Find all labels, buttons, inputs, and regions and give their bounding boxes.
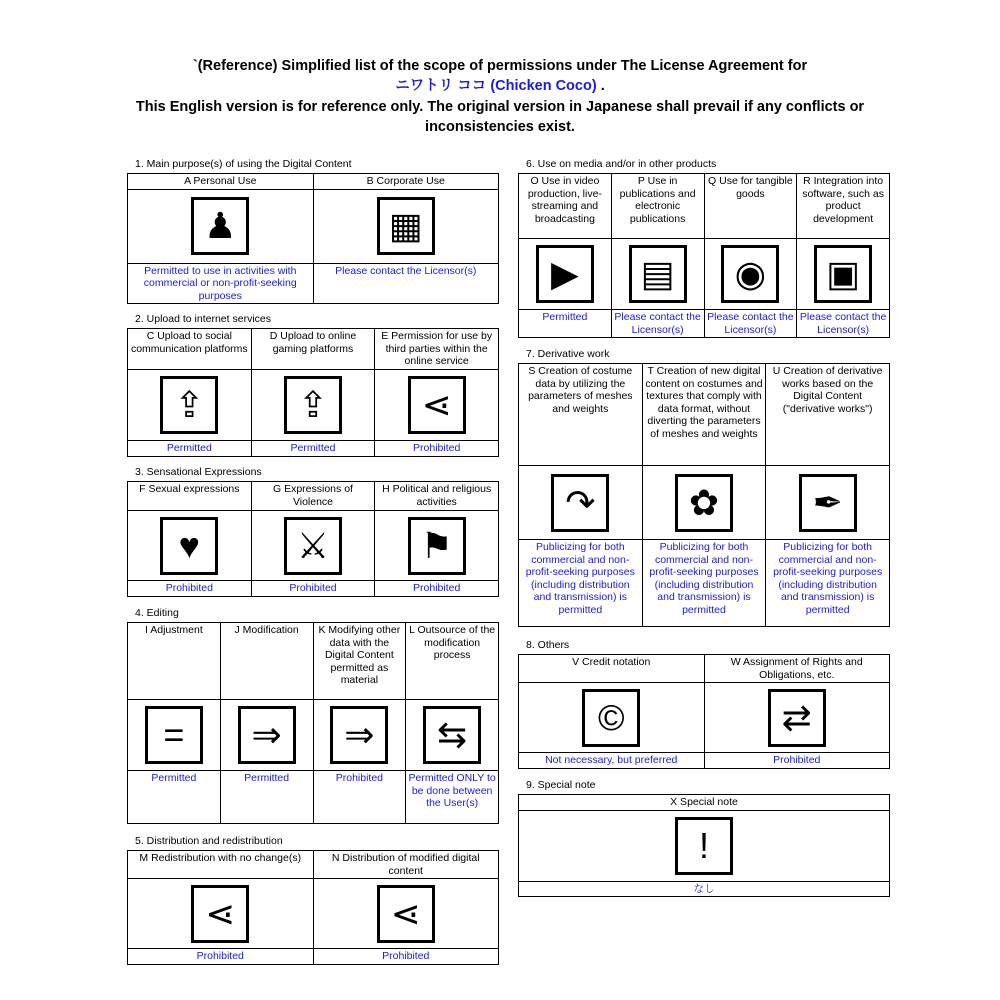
permission-status: Permitted [128,771,221,824]
hearts-icon: ♥ [160,517,218,575]
permission-status: Prohibited [375,441,499,457]
knife-icon: ⚔ [284,517,342,575]
section-title: 8. Others [526,639,570,651]
share-modified-folder-icon: ⋖ [377,885,435,943]
permissions-table [127,173,499,304]
permission-status: Permitted [519,310,612,338]
icon-cell [128,700,221,771]
permissions-table [127,622,499,824]
section-title: 5. Distribution and redistribution [135,835,283,847]
permission-status: Permitted [220,771,313,824]
permission-status: Prohibited [128,949,314,965]
section-title: 4. Editing [135,607,179,619]
item-label: Q Use for tangible goods [704,174,797,239]
permissions-table [518,363,890,627]
person-icon: ♟ [191,197,249,255]
header-line-1: `(Reference) Simplified list of the scope of permissions under The License Agreement for [192,58,808,74]
share-third-party-icon: ⋖ [408,376,466,434]
icon-cell [642,466,766,540]
permission-status: Permitted [251,441,375,457]
section-title: 6. Use on media and/or in other products [526,158,717,170]
item-label: E Permission for use by third parties within the online service [375,329,499,370]
share-folder-icon: ⋖ [191,885,249,943]
icon-cell [519,239,612,310]
permission-status: Prohibited [704,753,890,769]
permission-status: Publicizing for both commercial and non-profit-seeking purposes (including distribution and transmission) is permitted [519,540,643,627]
permissions-table [518,173,890,338]
item-label: X Special note [519,795,890,811]
icon-cell [313,879,499,949]
item-label: J Modification [220,623,313,700]
permission-status: Prohibited [375,581,499,597]
adjustment-icon: = [145,706,203,764]
item-label: K Modifying other data with the Digital Content permitted as material [313,623,406,700]
modification-icon: ⇒ [238,706,296,764]
item-label: R Integration into software, such as product development [797,174,890,239]
item-label: V Credit notation [519,655,705,683]
header-line-3: This English version is for reference only. The original version in Japanese shall prevail if any conflicts or [135,99,865,115]
item-label: F Sexual expressions [128,482,252,511]
icon-cell [251,370,375,441]
item-label: A Personal Use [128,174,314,190]
permissions-table [127,328,499,457]
item-label: G Expressions of Violence [251,482,375,511]
item-label: D Upload to online gaming platforms [251,329,375,370]
permission-status: Please contact the Licensor(s) [313,263,499,304]
item-label: I Adjustment [128,623,221,700]
permission-status: Permitted [128,441,252,457]
podium-icon: ⚑ [408,517,466,575]
upload-gaming-icon: ⇪ [284,376,342,434]
icon-cell [704,239,797,310]
icon-cell [128,511,252,581]
upload-social-icon: ⇪ [160,376,218,434]
permissions-table [518,794,890,897]
video-play-icon: ▶ [536,245,594,303]
section-title: 9. Special note [526,779,596,791]
item-label: S Creation of costume data by utilizing the parameters of meshes and weights [519,364,643,466]
item-label: W Assignment of Rights and Obligations, etc. [704,655,890,683]
permission-status: Prohibited [251,581,375,597]
icon-cell [375,511,499,581]
icon-cell [251,511,375,581]
permission-status: Publicizing for both commercial and non-profit-seeking purposes (including distribution and transmission) is permitted [642,540,766,627]
permission-status: Prohibited [128,581,252,597]
icon-cell [375,370,499,441]
permission-status: なし [519,881,890,897]
product-name: ニワトリ ココ (Chicken Coco) [395,78,597,94]
permission-status: Please contact the Licensor(s) [704,310,797,338]
icon-cell [128,189,314,263]
item-label: P Use in publications and electronic publications [611,174,704,239]
icon-cell [220,700,313,771]
item-label: H Political and religious activities [375,482,499,511]
icon-cell [519,683,705,753]
permissions-table [127,481,499,597]
permission-status: Permitted ONLY to be done between the User(s) [406,771,499,824]
modify-other-data-icon: ⇒ [330,706,388,764]
section-title: 7. Derivative work [526,348,610,360]
outsource-icon: ⇆ [423,706,481,764]
permission-status: Permitted to use in activities with commercial or non-profit-seeking purposes [128,263,314,304]
section-title: 1. Main purpose(s) of using the Digital Content [135,158,352,170]
permission-status: Prohibited [313,771,406,824]
permission-status: Prohibited [313,949,499,965]
software-window-icon: ▣ [814,245,872,303]
item-label: L Outsource of the modification process [406,623,499,700]
transfer-rights-icon: ⇄ [768,689,826,747]
exclamation-icon: ! [675,817,733,875]
icon-cell [797,239,890,310]
icon-cell [313,700,406,771]
item-label: C Upload to social communication platforms [128,329,252,370]
item-label: B Corporate Use [313,174,499,190]
icon-cell [128,370,252,441]
icon-cell [128,879,314,949]
permission-status: Please contact the Licensor(s) [611,310,704,338]
publication-icon: ▤ [629,245,687,303]
item-label: M Redistribution with no change(s) [128,851,314,879]
section-title: 2. Upload to internet services [135,313,271,325]
item-label: N Distribution of modified digital content [313,851,499,879]
section-title: 3. Sensational Expressions [135,466,262,478]
product-suffix: . [596,78,605,94]
copyright-icon: © [582,689,640,747]
icon-cell [704,683,890,753]
icon-cell [313,189,499,263]
icon-cell [766,466,890,540]
permissions-table [127,850,499,965]
costume-icon: ✿ [675,474,733,532]
permission-status: Not necessary, but preferred [519,753,705,769]
icon-cell [611,239,704,310]
figure-goods-icon: ◉ [721,245,779,303]
permissions-table [518,654,890,769]
header-line-4: inconsistencies exist. [425,119,575,135]
permission-status: Publicizing for both commercial and non-profit-seeking purposes (including distribution and transmission) is permitted [766,540,890,627]
item-label: O Use in video production, live-streaming and broadcasting [519,174,612,239]
permission-status: Please contact the Licensor(s) [797,310,890,338]
icon-cell [519,466,643,540]
icon-cell [406,700,499,771]
item-label: T Creation of new digital content on costumes and textures that comply with data format, without diverting the parameters of meshes and weights [642,364,766,466]
building-icon: ▦ [377,197,435,255]
item-label: U Creation of derivative works based on the Digital Content ("derivative works") [766,364,890,466]
header-line-2 [0,76,1000,96]
pen-nib-icon: ✒ [799,474,857,532]
icon-cell [519,810,890,881]
costume-transfer-icon: ↷ [551,474,609,532]
